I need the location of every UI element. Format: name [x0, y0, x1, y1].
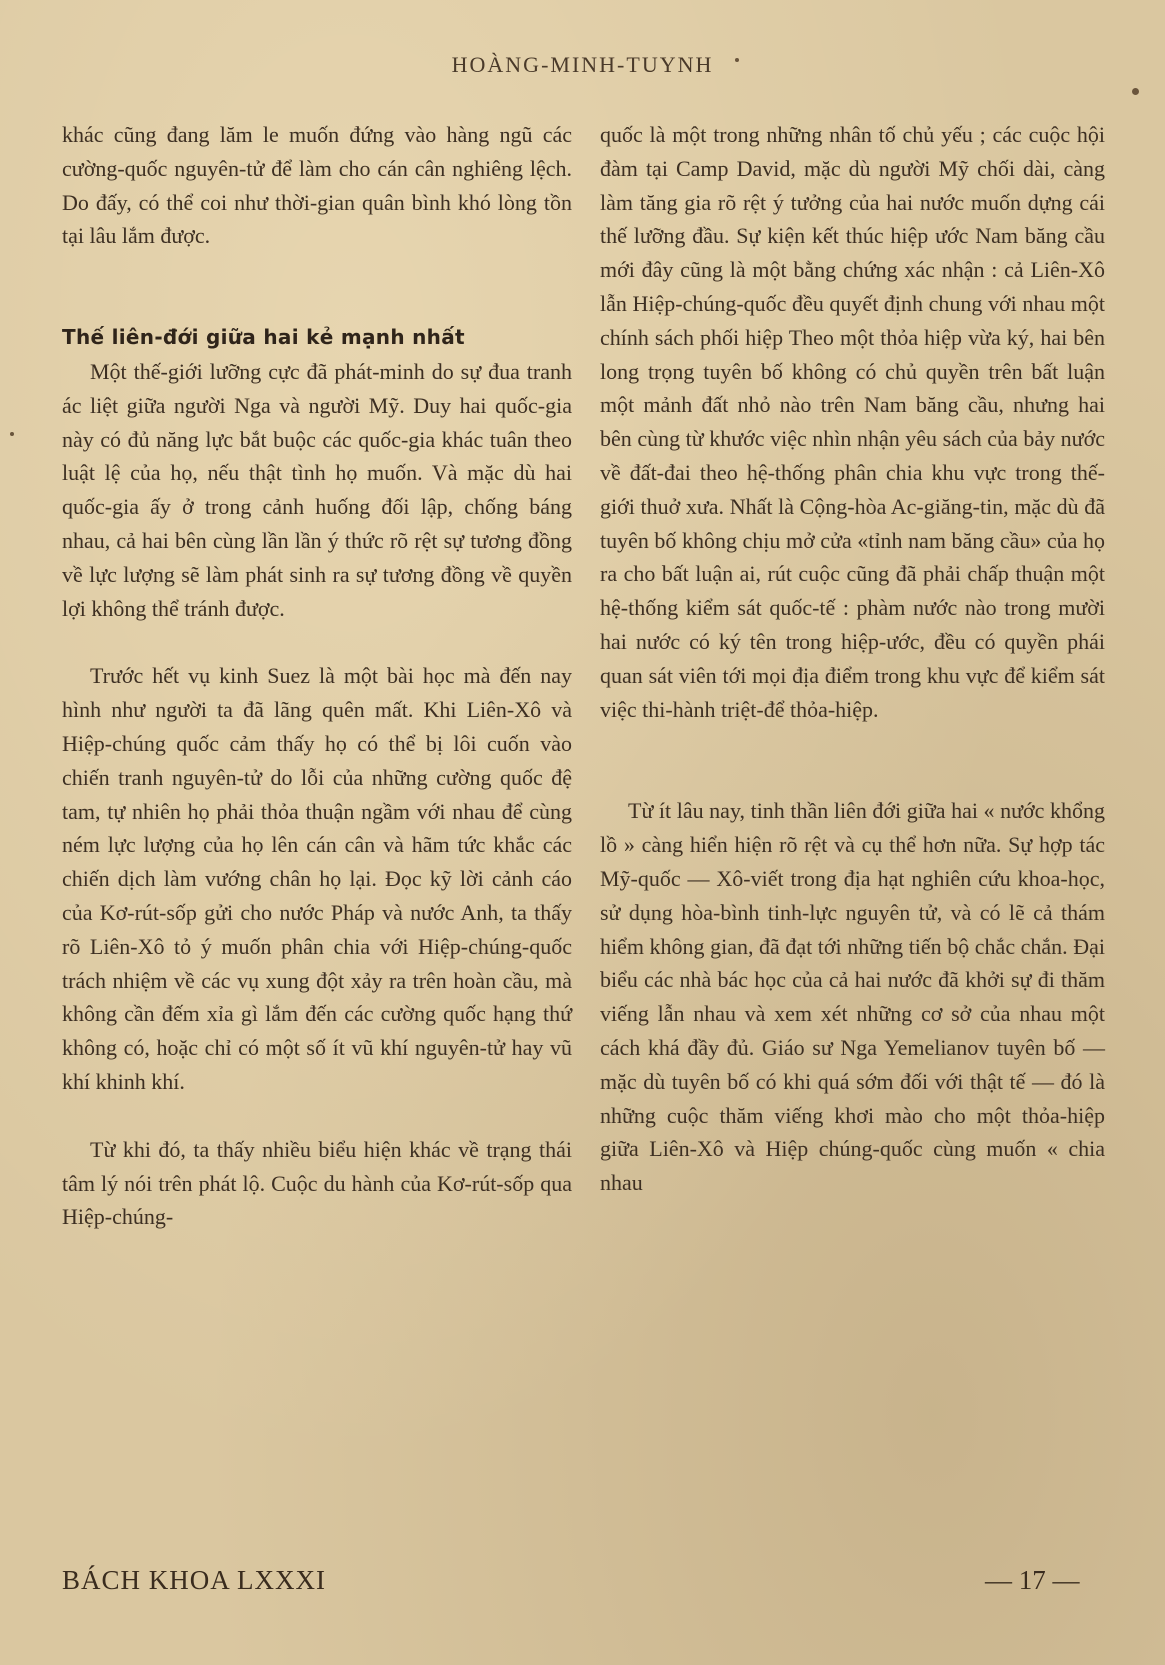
paper-speck — [1132, 88, 1139, 95]
paragraph: quốc là một trong những nhân tố chủ yếu ; các cuộc hội đàm tại Camp David, mặc dù người Mỹ chối dài, càng làm tăng gia rõ rệt ý tưởng của hai nước muốn dựng cái thế lưỡng đầu. Sự kiện kết thúc hiệp ước Nam băng cầu mới đây cũng là một bằng chứng xác nhận : cả Liên-Xô lẫn Hiệp-chúng-quốc đều quyết định chung với nhau một chính sách phối hiệp Theo một thỏa hiệp vừa ký, hai bên long trọng tuyên bố không có chủ quyền trên bất luận một mảnh đất nhỏ nào trên Nam băng cầu, nhưng hai bên cùng từ khước việc nhìn nhận yêu sách của bảy nước về đất-đai theo hệ-thống phân chia khu vực trong thế-giới thuở xưa. Nhất là Cộng-hòa Ac-giăng-tin, mặc dù đã tuyên bố không chịu mở cửa «tỉnh nam băng cầu» của họ ra cho bất luận ai, rút cuộc cũng đã phải chấp thuận một hệ-thống kiểm sát quốc-tế : phàm nước nào trong mười hai nước có ký tên trong hiệp-ước, đều có quyền phái quan sát viên tới mọi địa điểm trong khu vực để kiểm sát việc thi-hành triệt-để thỏa-hiệp. — [600, 122, 1105, 722]
paragraph: Trước hết vụ kinh Suez là một bài học mà đến nay hình như người ta đã lãng quên mất. Khi Liên-Xô và Hiệp-chúng quốc cảm thấy họ có thể bị lôi cuốn vào chiến tranh nguyên-tử do lỗi của những cường quốc đệ tam, tự nhiên họ phải thỏa thuận ngầm với nhau để cùng ném lực lượng của họ lên cán cân và hãm tức khắc các chiến dịch làm vướng chân họ lại. Đọc kỹ lời cảnh cáo của Kơ-rút-sốp gửi cho nước Pháp và nước Anh, ta thấy rõ Liên-Xô tỏ ý muốn phân chia với Hiệp-chúng-quốc trách nhiệm về các vụ xung đột xảy ra trên hoàn cầu, mà không cần đếm xỉa gì lắm đến các cường quốc hạng thứ không có, hoặc chỉ có một số ít vũ khí nguyên-tử hay vũ khí khinh khí. — [62, 663, 572, 1094]
paragraph: khác cũng đang lăm le muốn đứng vào hàng ngũ các cường-quốc nguyên-tử để làm cho cán cân nghiêng lệch. Do đấy, có thể coi như thời-gian quân bình khó lòng tồn tại lâu lắm được. — [62, 122, 572, 249]
section-heading: Thế liên-đới giữa hai kẻ mạnh nhất — [62, 325, 465, 350]
running-header: HOÀNG-MINH-TUYNH — [451, 52, 714, 77]
left-column — [62, 118, 572, 1234]
paragraph: Từ ít lâu nay, tinh thần liên đới giữa hai « nước khổng lồ » càng hiển hiện rõ rệt và cụ thể hơn nữa. Sự hợp tác Mỹ-quốc — Xô-viết trong địa hạt nghiên cứu khoa-học, sử dụng hòa-bình tinh-lực nguyên tử, và có lẽ cả thám hiểm không gian, đã đạt tới những tiến bộ chắc chắn. Đại biểu các nhà bác học của cả hai nước đã khởi sự đi thăm viếng lẫn nhau và xem xét những cơ sở của nhau một cách khá đầy đủ. Giáo sư Nga Yemelianov tuyên bố — mặc dù tuyên bố có khi quá sớm đối với thật tế — đó là những cuộc thăm viếng khơi mào cho một thỏa-hiệp giữa Liên-Xô và Hiệp chúng-quốc cùng muốn « chia nhau — [600, 798, 1105, 1196]
page-number: — 17 — — [985, 1565, 1080, 1595]
paper-speck — [735, 58, 739, 62]
paper-speck — [10, 432, 14, 436]
paragraph: Từ khi đó, ta thấy nhiều biểu hiện khác về trạng thái tâm lý nói trên phát lộ. Cuộc du hành của Kơ-rút-sốp qua Hiệp-chúng- — [62, 1136, 572, 1230]
paragraph: Một thế-giới lưỡng cực đã phát-minh do sự đua tranh ác liệt giữa người Nga và người Mỹ. Duy hai quốc-gia này có đủ năng lực bắt buộc các quốc-gia khác tuân theo luật lệ của họ, nếu thật tình họ muốn. Và mặc dù hai quốc-gia ấy ở trong cảnh huống đối lập, chống báng nhau, cả hai bên cùng lần lần ý thức rõ rệt sự tương đồng về lực lượng sẽ làm phát sinh ra sự tương đồng về quyền lợi không thể tránh được. — [62, 358, 572, 621]
publication-footer: BÁCH KHOA LXXXI — [62, 1565, 326, 1595]
right-column — [600, 118, 1105, 1200]
